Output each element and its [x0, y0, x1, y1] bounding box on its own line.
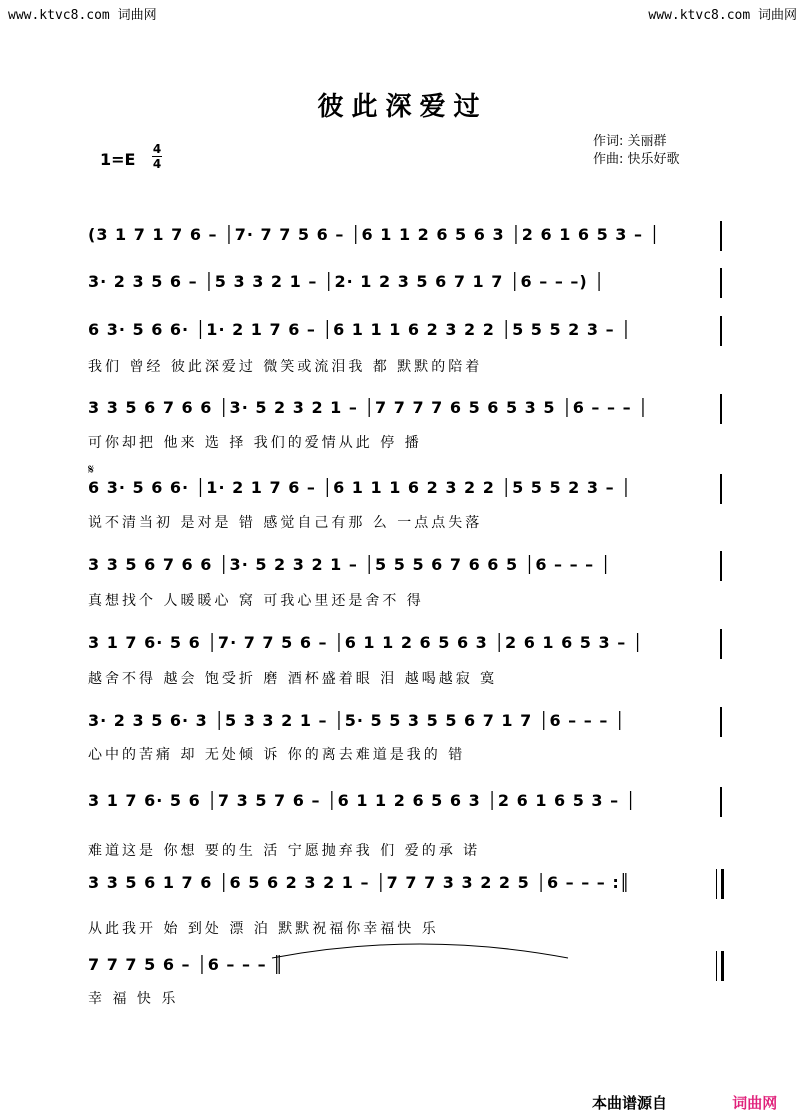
barline [720, 268, 722, 298]
time-signature [152, 143, 162, 170]
lyricist: 作词: 关丽群 [593, 134, 667, 149]
lyric-row: 我们 曾经 彼此深爱过 微笑或流泪我 都 默默的陪着 [88, 359, 483, 375]
barline [720, 551, 722, 581]
time-bottom: 4 [152, 157, 162, 171]
notation-row: 3 3 5 6 1 7 6 │6 5 6 2 3 2 1 – │7 7 7 3 3 2 2 5 │6 – – – :║ [88, 873, 631, 892]
notation-row: 3 3 5 6 7 6 6 │3· 5 2 3 2 1 – │7 7 7 7 6 5 6 5 3 5 │6 – – – │ [88, 398, 649, 417]
notation-row: 3· 2 3 5 6 – │5 3 3 2 1 – │2· 1 2 3 5 6 7 1 7 │6 – – –) │ [88, 272, 605, 291]
song-title: 彼此深爱过 [317, 92, 488, 122]
notation-row: 6 3· 5 6 6· │1· 2 1 7 6 – │6 1 1 1 6 2 3 2 2 │5 5 5 2 3 – │ [88, 320, 632, 339]
lyric-row: 可你却把 他来 选 择 我们的爱情从此 停 播 [88, 435, 422, 451]
notation-row: 3· 2 3 5 6· 3 │5 3 3 2 1 – │5· 5 5 3 5 5 6 7 1 7 │6 – – – │ [88, 711, 626, 730]
barline [720, 316, 722, 346]
footer [592, 1092, 777, 1113]
time-top: 4 [152, 142, 162, 156]
lyric-row: 越舍不得 越会 饱受折 磨 酒杯盛着眼 泪 越喝越寂 寞 [88, 671, 498, 687]
barline [720, 787, 722, 817]
key-signature: 1=E [100, 150, 136, 169]
barline [720, 474, 722, 504]
watermark-left: www.ktvc8.com 词曲网 [8, 8, 157, 23]
lyric-row: 心中的苦痛 却 无处倾 诉 你的离去难道是我的 错 [88, 747, 466, 763]
segno-icon: 𝄋 [88, 462, 95, 478]
notation-row: 3 1 7 6· 5 6 │7· 7 7 5 6 – │6 1 1 2 6 5 6 3 │2 6 1 6 5 3 – │ [88, 633, 644, 652]
credits [593, 133, 680, 169]
lyric-row: 说不清当初 是对是 错 感觉自己有那 么 一点点失落 [88, 515, 483, 531]
notation-row: 6 3· 5 6 6· │1· 2 1 7 6 – │6 1 1 1 6 2 3 2 2 │5 5 5 2 3 – │ [88, 478, 632, 497]
barline [720, 707, 722, 737]
notation-row: 3 1 7 6· 5 6 │7 3 5 7 6 – │6 1 1 2 6 5 6 3 │2 6 1 6 5 3 – │ [88, 791, 637, 810]
notation-row: (3 1 7 1 7 6 – │7· 7 7 5 6 – │6 1 1 2 6 5 6 3 │2 6 1 6 5 3 – │ [88, 225, 661, 244]
lyric-row: 从此我开 始 到处 漂 泊 默默祝福你幸福快 乐 [88, 921, 439, 937]
barline [720, 629, 722, 659]
notation-row: 7 7 7 5 6 – │6 – – – ║ [88, 955, 284, 974]
barline [720, 394, 722, 424]
lyric-row: 难道这是 你想 要的生 活 宁愿抛弃我 们 爱的承 诺 [88, 843, 481, 859]
composer: 作曲: 快乐好歌 [593, 152, 680, 167]
footer-brand: 词曲网 [732, 1094, 778, 1112]
notation-row: 3 3 5 6 7 6 6 │3· 5 2 3 2 1 – │5 5 5 6 7 6 6 5 │6 – – – │ [88, 555, 612, 574]
barline [716, 951, 724, 981]
lyric-row: 真想找个 人暖暖心 窝 可我心里还是舍不 得 [88, 593, 424, 609]
lyric-row: 幸 福 快 乐 [88, 991, 179, 1007]
footer-source: 本曲谱源自 [592, 1094, 668, 1112]
watermark-right: www.ktvc8.com 词曲网 [648, 8, 797, 23]
barline [720, 221, 722, 251]
barline [716, 869, 724, 899]
